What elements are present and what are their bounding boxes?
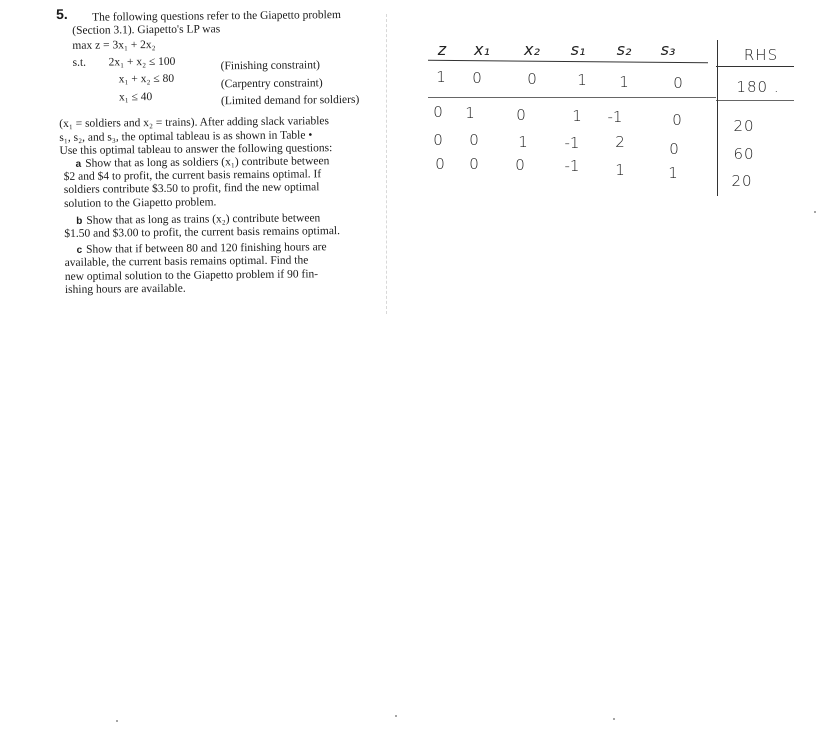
- tail-line: (x₁ = soldiers and x₂ = trains). After adding slack variables: [59, 115, 330, 131]
- scan-speck: [116, 720, 118, 722]
- rhs-cell: 180 .: [736, 78, 780, 96]
- cell: 2: [615, 133, 625, 151]
- cell: 1: [577, 71, 587, 89]
- rhs-cell: 20: [733, 117, 755, 135]
- cell: 1: [668, 164, 678, 182]
- header-x1: x₁: [474, 40, 490, 59]
- cell: 1: [619, 73, 629, 91]
- question-label: a: [75, 158, 82, 170]
- cell: 0: [433, 103, 443, 121]
- cell: 1: [615, 161, 625, 179]
- question-line: Show that if between 80 and 120 finishing hours are: [86, 241, 327, 256]
- rhs-underline: [716, 66, 794, 67]
- cell: 1: [572, 107, 582, 125]
- constraint-3-expr: x₁ ≤ 40: [118, 91, 153, 104]
- header-s1: s₁: [570, 40, 586, 59]
- row-divider: [428, 97, 716, 98]
- cell: 0: [527, 70, 537, 88]
- constraint-1-expr: 2x₁ + x₂ ≤ 100: [108, 56, 176, 69]
- cell: -1: [564, 157, 580, 175]
- header-rhs: RHS: [743, 46, 779, 64]
- cell: 0: [435, 155, 445, 173]
- cell: 0: [472, 69, 482, 87]
- cell: 1: [436, 68, 446, 86]
- header-z: z: [437, 40, 447, 59]
- cell: 0: [673, 74, 683, 92]
- cell: 0: [433, 131, 443, 149]
- cell: 0: [669, 140, 679, 158]
- rhs-row-divider: [716, 100, 794, 101]
- cell: 1: [465, 104, 475, 122]
- cell: 1: [518, 133, 528, 151]
- scan-speck: [814, 211, 816, 213]
- header-s2: s₂: [616, 40, 632, 59]
- cell: -1: [564, 134, 580, 152]
- constraint-1-label: (Finishing constraint): [220, 59, 321, 73]
- question-line: new optimal solution to the Giapetto problem if 90 fin-: [64, 267, 319, 283]
- question-label: b: [76, 215, 83, 227]
- question-line: $2 and $4 to profit, the current basis remains optimal. If: [63, 168, 322, 184]
- intro-line-2: (Section 3.1). Giapetto's LP was: [72, 23, 221, 38]
- rhs-separator: [717, 40, 718, 196]
- question-line: soldiers contribute $3.50 to profit, find the new optimal: [63, 181, 320, 197]
- tail-line: s₁, s₂, and s₃, the optimal tableau is as shown in Table •: [59, 128, 313, 144]
- question-line: solution to the Giapetto problem.: [63, 195, 217, 210]
- cell: 0: [672, 111, 682, 129]
- question-line: $1.50 and $3.00 to profit, the current basis remains optimal.: [64, 225, 341, 240]
- cell: 0: [469, 131, 479, 149]
- cell: -1: [607, 108, 623, 126]
- objective: max z = 3x₁ + 2x₂: [72, 39, 156, 53]
- intro-line-1: The following questions refer to the Giapetto problem: [92, 9, 341, 24]
- question-line: ishing hours are available.: [64, 282, 186, 296]
- question-line: available, the current basis remains optimal. Find the: [64, 254, 309, 270]
- scan-speck: [613, 718, 615, 720]
- constraint-3-label: (Limited demand for soldiers): [220, 94, 360, 108]
- rhs-cell: 60: [733, 145, 755, 163]
- cell: 0: [515, 156, 525, 174]
- problem-number: 5.: [55, 5, 68, 23]
- question-line: Show that as long as trains (x₂) contribute between: [86, 212, 321, 227]
- header-s3: s₃: [660, 40, 676, 59]
- question-label: c: [76, 244, 83, 257]
- rhs-cell: 20: [731, 172, 753, 190]
- header-underline: [428, 60, 708, 63]
- scan-speck: [395, 715, 397, 717]
- cell: 0: [469, 155, 479, 173]
- subject-to: s.t.: [72, 57, 87, 70]
- cell: 0: [516, 106, 526, 124]
- constraint-2-expr: x₁ + x₂ ≤ 80: [118, 73, 175, 86]
- question-line: Show that as long as soldiers (x₁) contribute between: [85, 155, 330, 170]
- constraint-2-label: (Carpentry constraint): [220, 77, 323, 91]
- header-x2: x₂: [524, 40, 540, 59]
- tail-line: Use this optimal tableau to answer the following questions:: [59, 141, 333, 157]
